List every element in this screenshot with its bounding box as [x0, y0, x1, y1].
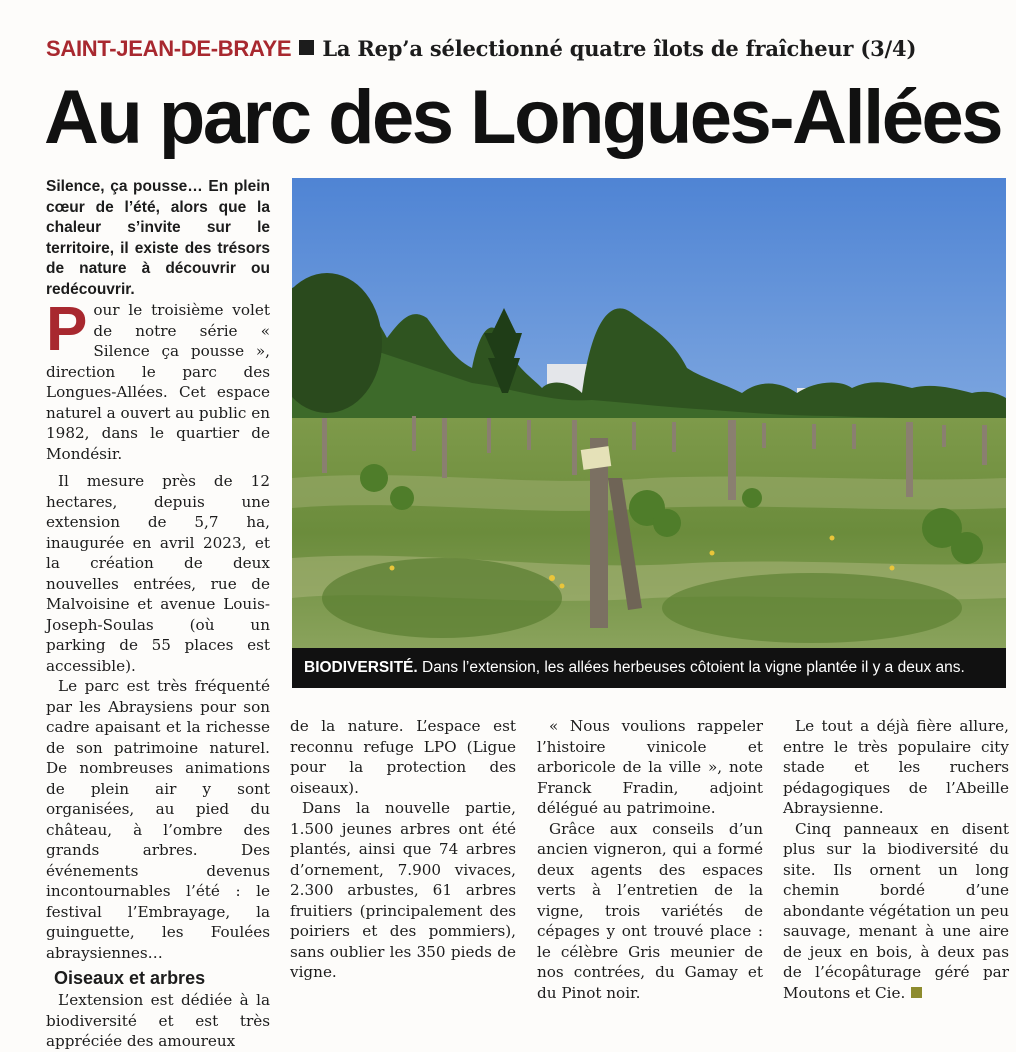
paragraph-7: Grâce aux conseils d’un ancien vigneron, qui a formé deux agents des espaces verts à l’entretien de la vigne, trois variétés de cépages y ont trouvé place : le célèbre Gris meunier de nos contrées, du Gamay et du Pinot noir.: [537, 819, 763, 1002]
series-subtitle: La Rep’a sélectionné quatre îlots de fraîcheur (3/4): [322, 36, 917, 61]
paragraph-9-text: Cinq panneaux en disent plus sur la biodiversité du site. Ils ornent un long chemin bordé d’une abondante végétation un peu sauvage, menant à une aire de jeux en bois, à deux pas de l’écopâturage géré par Moutons et Cie.: [783, 819, 1009, 1002]
location-label: SAINT-JEAN-DE-BRAYE: [46, 36, 292, 61]
photo-caption: [292, 648, 1006, 688]
page-title: Au parc des Longues-Allées: [44, 75, 1002, 160]
column-4: [783, 716, 1009, 1003]
paragraph-3: Le parc est très fréquenté par les Abraysiens pour son cadre apaisant et la richesse de son patrimoine naturel. De nombreuses animations de plein air y sont organisées, au pied du château, à l’ombre des grands arbres. Des événements devenus incontournables l’été : le festival l’Embrayage, la guinguette, les Foulées abraysiennes…: [46, 677, 270, 962]
square-bullet-icon: [299, 40, 314, 55]
paragraph-2: Il mesure près de 12 hectares, depuis une extension de 5,7 ha, inaugurée en avril 2023, et la création de deux nouvelles entrées, rue de Malvoisine et avenue Louis-Joseph-Soulas (où un parking de 55 places est accessible).: [46, 472, 270, 675]
lead-paragraph: Silence, ça pousse… En plein cœur de l’été, alors que la chaleur s’invite sur le territoire, il existe des trésors de nature à découvrir ou redécouvrir.: [46, 178, 270, 298]
paragraph-1: [46, 295, 270, 464]
park-vineyard-image: [292, 178, 1006, 648]
paragraph-6: « Nous voulions rappeler l’histoire vinicole et arboricole de la ville », note Franck Fradin, adjoint délégué au patrimoine.: [537, 717, 763, 817]
column-3: [537, 716, 763, 1003]
paragraph-4: L’extension est dédiée à la biodiversité et est très appréciée des amoureux: [46, 991, 270, 1050]
column-2: [290, 716, 516, 983]
paragraph-9: [783, 819, 1009, 1004]
kicker: [46, 34, 986, 64]
paragraph-1-text: our le troisième volet de notre série « Silence ça pousse », direction le parc des Longues-Allées. Cet espace naturel a ouvert au public en 1982, dans le quartier de Mondésir.: [46, 301, 270, 463]
paragraph-5: Dans la nouvelle partie, 1.500 jeunes arbres ont été plantés, ainsi que 74 arbres d’ornement, 7.900 vivaces, 2.300 arbustes, 61 arbres fruitiers (principalement des poiriers et des pommiers), sans oublier les 350 pieds de vigne.: [290, 799, 516, 981]
caption-label: BIODIVERSITÉ.: [304, 659, 418, 676]
park-photo: [292, 178, 1006, 648]
column-1: [46, 177, 270, 1052]
paragraph-4-continued: de la nature. L’espace est reconnu refuge LPO (Ligue pour la protection des oiseaux).: [290, 717, 516, 797]
paragraph-8: Le tout a déjà fière allure, entre le très populaire city stade et les ruchers pédagogiques de l’Abeille Abraysienne.: [783, 717, 1009, 817]
subheading: Oiseaux et arbres: [54, 968, 206, 988]
caption-text: Dans l’extension, les allées herbeuses côtoient la vigne plantée il y a deux ans.: [417, 659, 965, 676]
end-mark-icon: [911, 987, 922, 998]
drop-cap: P: [46, 295, 88, 364]
